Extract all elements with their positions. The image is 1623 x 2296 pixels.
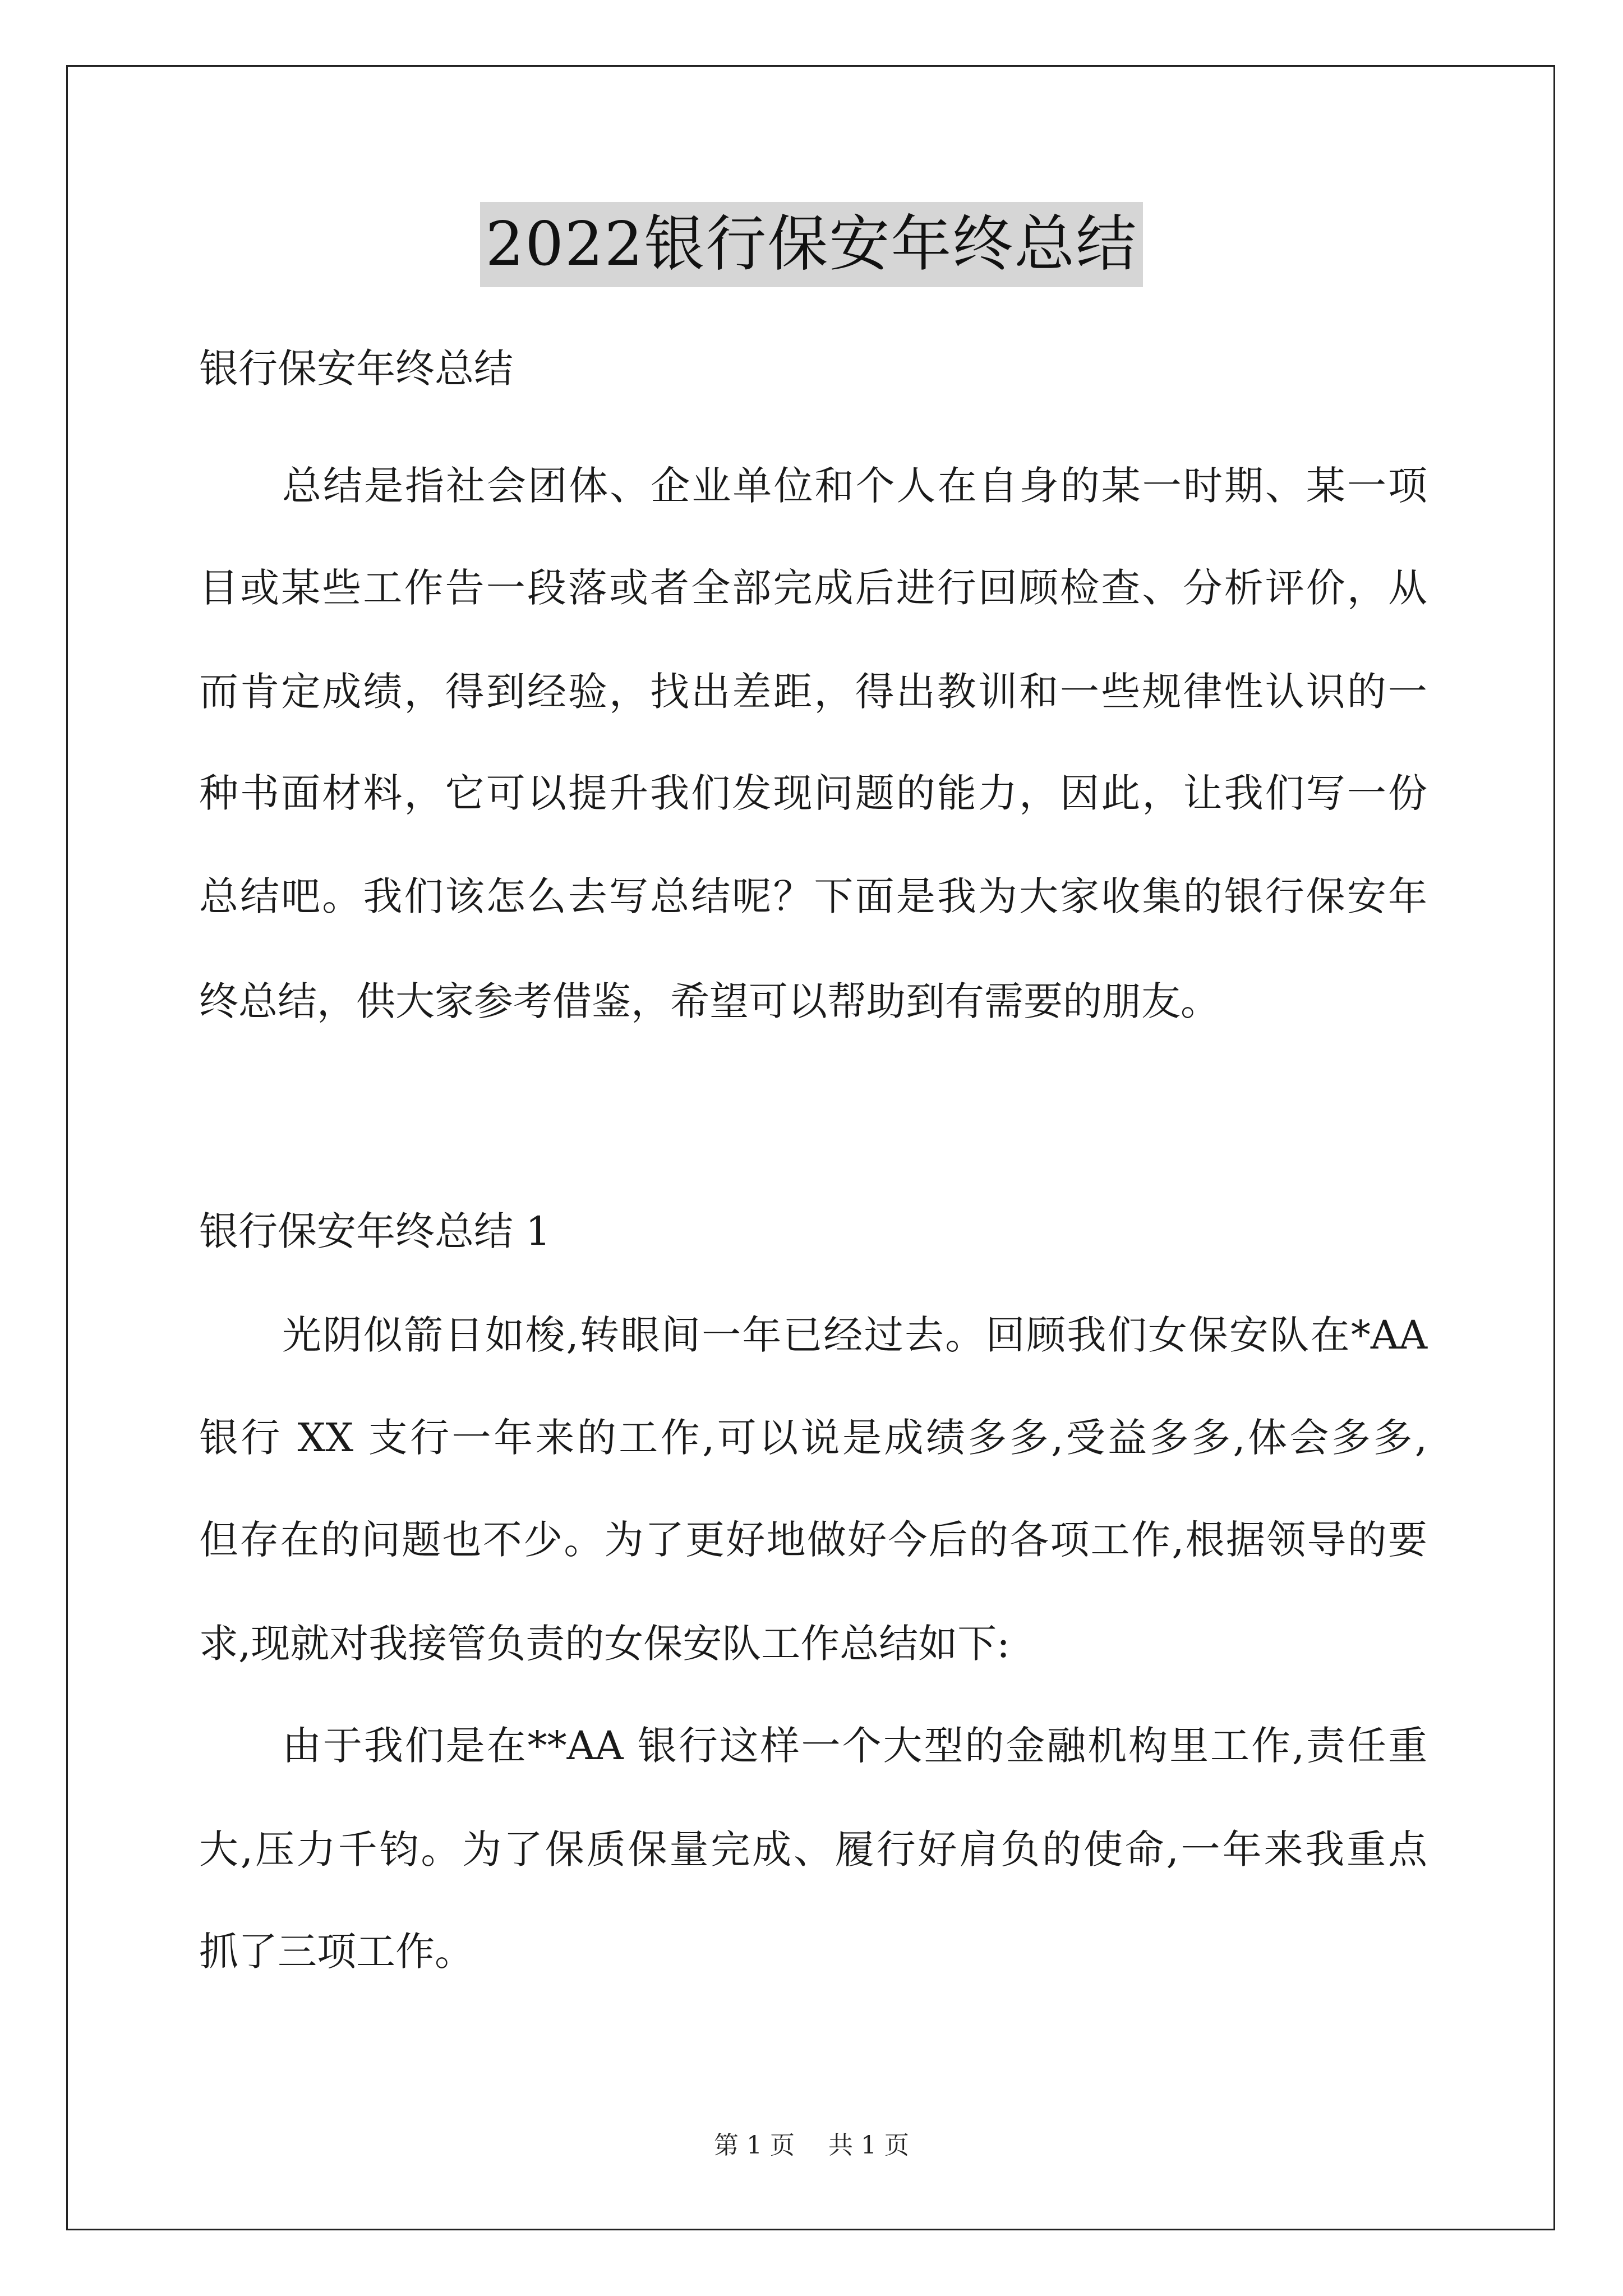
intro-line: 终总结，供大家参考借鉴，希望可以帮助到有需要的朋友。 <box>199 978 1220 1024</box>
page-total: 共 1 页 <box>828 2131 909 2160</box>
paragraph-line: 光阴似箭日如梭,转眼间一年已经过去。回顾我们女保安队在*AA <box>282 1312 1427 1358</box>
paragraph-line: 由于我们是在**AA 银行这样一个大型的金融机构里工作,责任重 <box>282 1723 1427 1769</box>
intro-line: 总结吧。我们该怎么去写总结呢？下面是我为大家收集的银行保安年 <box>199 873 1427 919</box>
subtitle: 银行保安年终总结 <box>199 346 513 392</box>
section-heading: 银行保安年终总结 1 <box>199 1208 551 1254</box>
intro-line: 总结是指社会团体、企业单位和个人在自身的某一时期、某一项 <box>282 463 1427 509</box>
paragraph-line: 大,压力千钧。为了保质保量完成、履行好肩负的使命,一年来我重点 <box>199 1826 1428 1872</box>
title-container <box>0 202 1623 287</box>
intro-line: 种书面材料，它可以提升我们发现问题的能力，因此，让我们写一份 <box>199 770 1427 816</box>
paragraph-line: 抓了三项工作。 <box>199 1929 474 1975</box>
page-footer <box>0 2129 1623 2162</box>
paragraph-line: 但存在的问题也不少。为了更好地做好今后的各项工作,根据领导的要 <box>199 1517 1427 1563</box>
intro-line: 目或某些工作告一段落或者全部完成后进行回顾检查、分析评价，从 <box>199 565 1427 611</box>
document-title: 2022银行保安年终总结 <box>480 202 1144 287</box>
intro-line: 而肯定成绩，得到经验，找出差距，得出教训和一些规律性认识的一 <box>199 669 1427 715</box>
page-number: 第 1 页 <box>714 2131 795 2160</box>
paragraph-line: 银行 XX 支行一年来的工作,可以说是成绩多多,受益多多,体会多多, <box>199 1415 1427 1461</box>
paragraph-line: 求,现就对我接管负责的女保安队工作总结如下: <box>199 1621 1010 1667</box>
